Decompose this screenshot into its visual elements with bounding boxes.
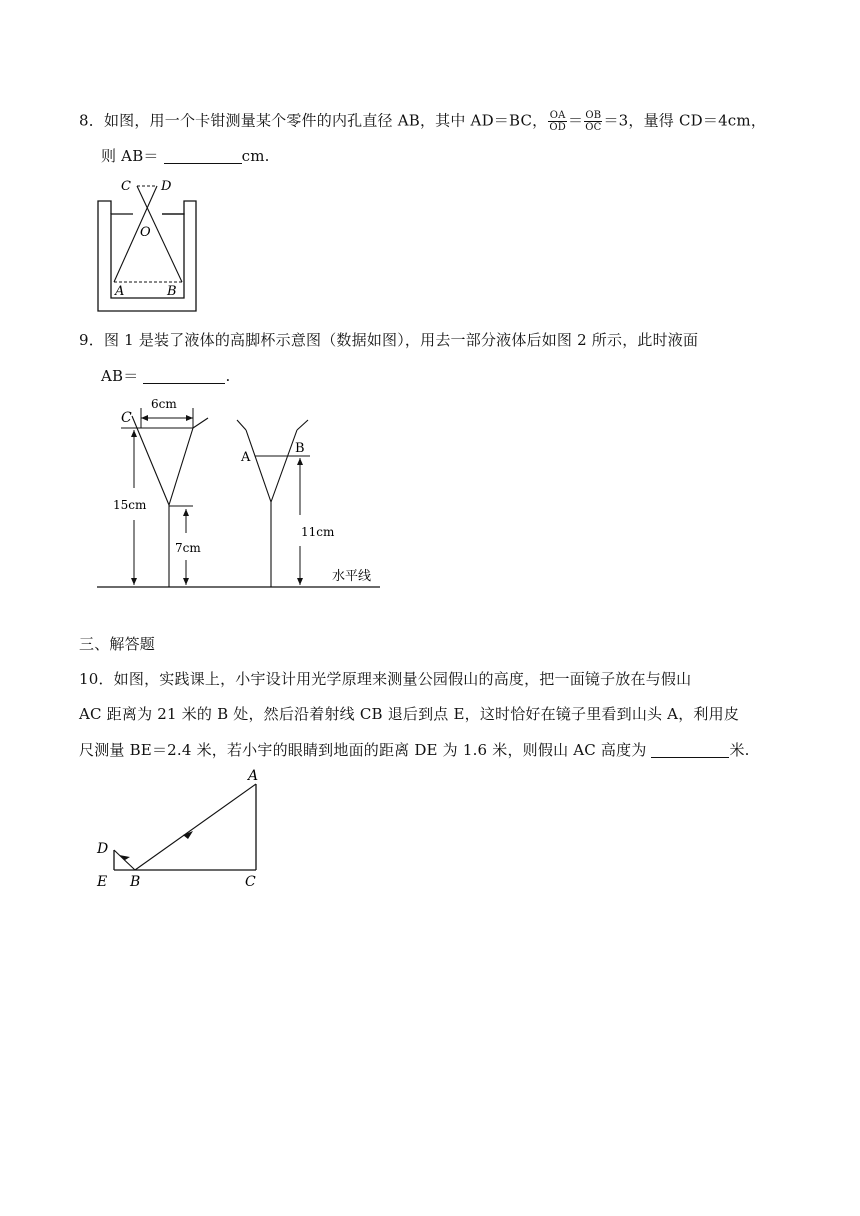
label-b: B xyxy=(295,441,305,456)
q10-line1: 10．如图，实践课上，小宇设计用光学原理来测量公园假山的高度，把一面镜子放在与假山 xyxy=(79,670,692,688)
q9-line1: 9．图 1 是装了液体的高脚杯示意图（数据如图），用去一部分液体后如图 2 所示，此时液面 xyxy=(79,331,699,349)
label-c: C xyxy=(245,874,256,890)
label-6cm: 6cm xyxy=(151,397,177,411)
q10-line2: AC 距离为 21 米的 B 处，然后沿着射线 CB 退后到点 E，这时恰好在镜子里看到山头 A，利用皮 xyxy=(79,705,740,723)
label-c: C xyxy=(121,410,132,426)
fraction-oa-od: $\frac{OA}{OD}$ xyxy=(549,110,566,133)
label-horizon: 水平线 xyxy=(332,569,372,584)
label-a: A xyxy=(248,768,259,784)
label-a: A xyxy=(115,284,125,299)
label-a: A xyxy=(241,450,251,465)
q8-line2: 则 AB＝ cm. xyxy=(101,147,270,165)
q9-line2: AB＝ . xyxy=(101,367,231,385)
label-c: C xyxy=(121,179,131,194)
label-7cm: 7cm xyxy=(175,541,201,555)
label-d: D xyxy=(161,179,172,194)
label-d: D xyxy=(97,841,109,857)
q8-line1: 8．如图，用一个卡钳测量某个零件的内孔直径 AB，其中 AD＝BC， $\frac{OA}{OD}$ ＝ $\frac{OB}{OC}$ ＝3，量得 CD＝4cm， xyxy=(79,110,767,133)
label-o: O xyxy=(140,225,151,240)
label-15cm: 15cm xyxy=(113,498,147,512)
q10-line3: 尺测量 BE＝2.4 米，若小宇的眼睛到地面的距离 DE 为 1.6 米，则假山 AC 高度为 米. xyxy=(79,741,750,759)
label-11cm: 11cm xyxy=(301,525,335,539)
label-b: B xyxy=(130,874,141,890)
label-e: E xyxy=(97,874,108,890)
section-title: 三、解答题 xyxy=(79,635,156,653)
label-b: B xyxy=(167,284,177,299)
fraction-ob-oc: $\frac{OB}{OC}$ xyxy=(585,110,602,133)
